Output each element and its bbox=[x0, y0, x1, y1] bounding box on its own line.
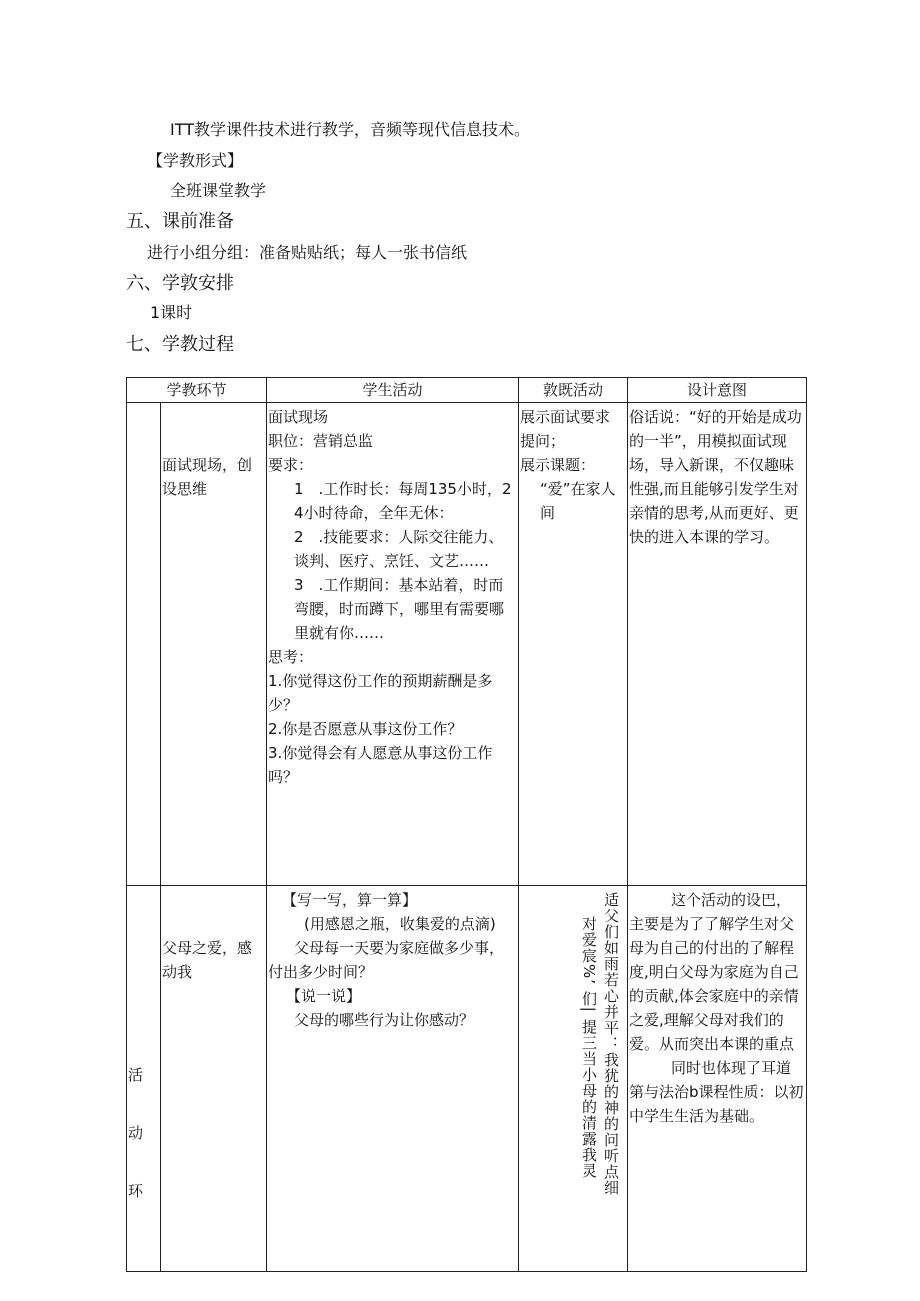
student-line: 2.你是否愿意从事这份工作？ bbox=[268, 720, 463, 738]
table-row bbox=[127, 403, 807, 886]
student-line: 2 .技能要求：人际交往能力、谈判、医疗、烹饪、文艺…… bbox=[294, 528, 504, 570]
side-char: 环 bbox=[128, 1182, 144, 1200]
stage-text: 父母之爱，感动我 bbox=[162, 939, 253, 981]
teacher-line: 提问； bbox=[520, 432, 566, 450]
teacher-line: 展示面试要求 bbox=[520, 408, 611, 426]
student-line: 1.你觉得这份工作的预期薪酬是多少？ bbox=[268, 672, 493, 714]
student-activity-cell bbox=[267, 886, 519, 1272]
stage-cell bbox=[161, 403, 267, 886]
section6-heading: 六、学敦安排 bbox=[126, 273, 234, 294]
header-stage: 学教环节 bbox=[127, 378, 267, 403]
student-line: 【写一写，算一算】 bbox=[282, 891, 418, 909]
side-char: 活 bbox=[128, 1066, 144, 1084]
stage-cell bbox=[161, 886, 267, 1272]
student-line: 要求： bbox=[268, 456, 314, 474]
student-line: 思考： bbox=[268, 648, 314, 666]
student-line: 职位：营销总监 bbox=[268, 432, 374, 450]
section5-text: 进行小组分组：准备贴贴纸；每人一张书信纸 bbox=[147, 243, 468, 262]
teacher-line: 展示课题： bbox=[520, 456, 596, 474]
teacher-vertical-text: 对爱宸%’ 们| 提三当小母的清露我灵 bbox=[580, 916, 599, 1179]
student-line: 3.你觉得会有人愿意从事这份工作吗？ bbox=[268, 744, 493, 786]
header-design: 设计意图 bbox=[628, 378, 807, 403]
teacher-line: “爱”在家人间 bbox=[540, 480, 616, 522]
design-text: 俗话说：“好的开始是成功的一半”，用模拟面试现场，导入新课，不仅趣味性强,而且能够引发学生对亲情的思考,从而更好、更快的进入本课的学习。 bbox=[629, 408, 802, 546]
student-line: (用感恩之瓶，收集爱的点滴) bbox=[304, 915, 496, 933]
design-text: 同时也体现了耳道第与法治b课程性质：以初中学生生活为基础。 bbox=[629, 1059, 804, 1125]
student-line: 3 .工作期间：基本站着，时而弯腰，时而蹲下，哪里有需要哪里就有你…… bbox=[294, 576, 505, 642]
design-intent-cell bbox=[628, 403, 807, 886]
table-header-row bbox=[127, 378, 807, 403]
design-text: 这个活动的设巴，主要是为了了解学生对父母为自己的付出的了解程度,明白父母为家庭为自己的贡献,体会家庭中的亲情之爱,理解父母对我们的爱。从而突出本课的重点 bbox=[629, 891, 799, 1053]
teacher-vertical-text: 适父们如雨若心并平：我犹的神的问听点细 bbox=[602, 892, 621, 1196]
student-line: 父母的哪些行为让你感动？ bbox=[294, 1011, 475, 1029]
lesson-process-table bbox=[126, 377, 807, 1272]
section6-text: 1课时 bbox=[150, 303, 193, 322]
student-activity-cell bbox=[267, 403, 519, 886]
student-line: 面试现场 bbox=[268, 408, 329, 426]
student-line: 1 .工作时长：每周135小时，24小时待命，全年无休： bbox=[294, 480, 512, 522]
intro-line: ITT教学课件技术进行教学，音频等现代信息技术。 bbox=[170, 120, 530, 139]
table-row bbox=[127, 886, 807, 1272]
header-teacher: 敦既活动 bbox=[519, 378, 628, 403]
teacher-activity-cell bbox=[519, 886, 628, 1272]
section5-heading: 五、课前准备 bbox=[126, 211, 234, 232]
student-line: 父母每一天要为家庭做多少事，付出多少时间？ bbox=[268, 939, 505, 981]
header-student: 学生活动 bbox=[267, 378, 519, 403]
teacher-activity-cell bbox=[519, 403, 628, 886]
side-cell-empty bbox=[127, 403, 161, 886]
side-cell bbox=[127, 886, 161, 1272]
side-char: 动 bbox=[128, 1124, 144, 1142]
section7-heading: 七、学教过程 bbox=[126, 334, 234, 355]
stage-text: 面试现场，创设思维 bbox=[162, 456, 253, 498]
form-text: 全班课堂教学 bbox=[170, 181, 267, 200]
form-heading: 【学教形式】 bbox=[147, 151, 244, 170]
student-line: 【说一说】 bbox=[286, 987, 362, 1005]
design-intent-cell bbox=[628, 886, 807, 1272]
